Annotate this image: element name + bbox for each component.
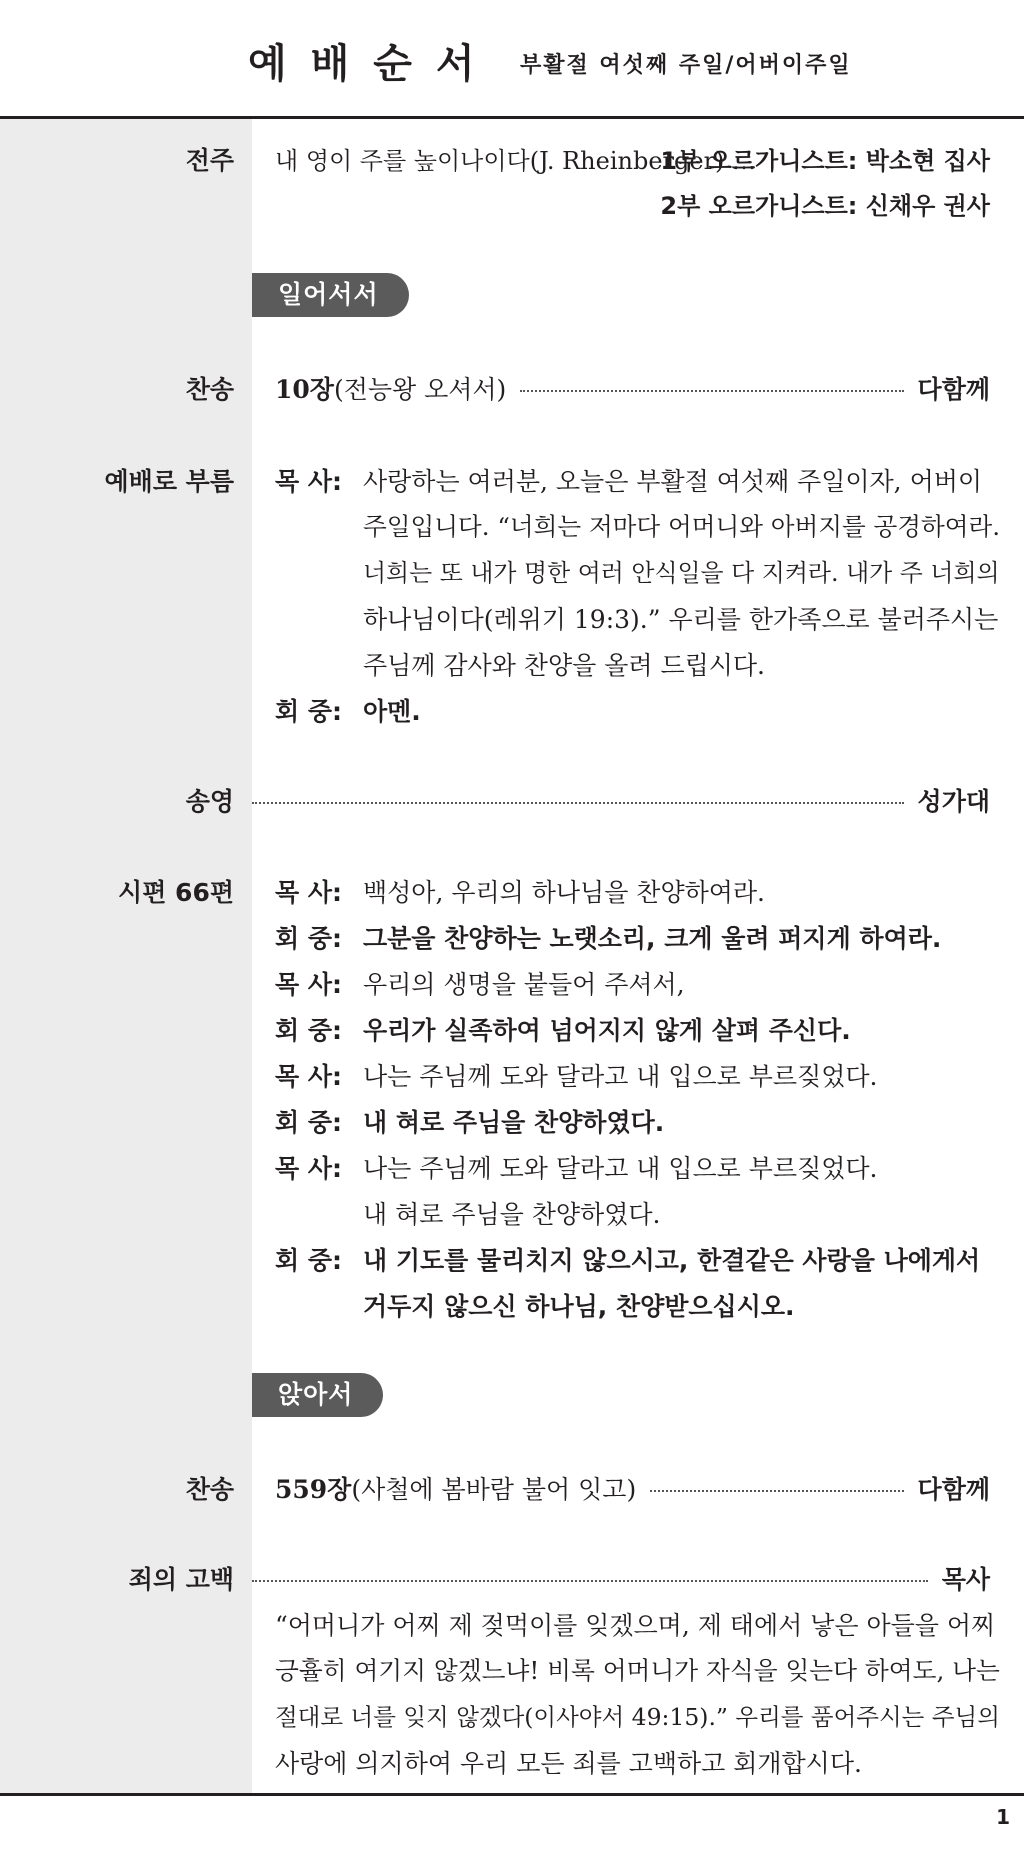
- speaker-congregation: 회 중:: [275, 1246, 343, 1275]
- psalm-line: [275, 873, 765, 909]
- hymn1-title: (전능왕 오셔서): [333, 375, 507, 404]
- psalm-text: 거두지 않으신 하나님, 찬양받으십시오.: [363, 1292, 795, 1321]
- call-text: 주일입니다. “너희는 저마다 어머니와 아버지를 공경하여라.: [363, 512, 1001, 541]
- psalm-text: 나는 주님께 도와 달라고 내 입으로 부르짖었다.: [363, 1062, 878, 1091]
- psalm-text: 내 기도를 물리치지 않으시고, 한결같은 사랑을 나에게서: [363, 1246, 981, 1275]
- hymn2-label: 찬송: [185, 1475, 234, 1504]
- page-title: 예배순서: [248, 41, 499, 87]
- prelude-piece: 내 영이 주를 높이나이다(J. Rheinberger) …: [275, 147, 757, 175]
- psalm-text: 나는 주님께 도와 달라고 내 입으로 부르짖었다.: [363, 1154, 878, 1183]
- speaker-pastor: 목 사:: [275, 970, 343, 999]
- call-congregation-line: [275, 692, 421, 728]
- confession-text: 절대로 너를 잊지 않겠다(이사야서 49:15).” 우리를 품어주시는 주님의: [275, 1703, 1000, 1731]
- anthem-performer: 성가대: [917, 787, 990, 816]
- hymn1-number: 10장: [275, 375, 334, 404]
- psalm-line: [275, 919, 941, 955]
- psalm-label: 시편 66편: [118, 878, 234, 907]
- psalm-line: [275, 965, 685, 1001]
- hymn2-number: 559장: [275, 1475, 352, 1504]
- psalm-line: [275, 1241, 980, 1277]
- psalm-text: 내 혀로 주님을 찬양하였다.: [363, 1200, 661, 1229]
- confession-text: 사랑에 의지하여 우리 모든 죄를 고백하고 회개합시다.: [275, 1749, 862, 1778]
- confession-text: 긍휼히 여기지 않겠느냐! 비록 어머니가 자식을 잊는다 하여도, 나는: [275, 1656, 1000, 1685]
- header: [0, 0, 1024, 117]
- dot-leader: [252, 802, 904, 804]
- hymn2-performer: 다함께: [917, 1475, 990, 1504]
- call-pastor-line: [275, 462, 982, 498]
- confession-text: “어머니가 어찌 제 젖먹이를 잊겠으며, 제 태에서 낳은 아들을 어찌: [275, 1611, 996, 1640]
- speaker-congregation: 회 중:: [275, 1016, 343, 1045]
- psalm-line: [275, 1057, 877, 1093]
- confession-leader: 목사: [941, 1565, 990, 1594]
- anthem-row: [252, 782, 990, 818]
- call-text: 주님께 감사와 찬양을 올려 드립시다.: [363, 651, 765, 680]
- speaker-pastor: 목 사:: [275, 467, 343, 496]
- call-label: 예배로 부름: [104, 467, 234, 496]
- hymn2-title: (사철에 봄바람 불어 잇고): [351, 1475, 637, 1504]
- hymn2-row: [275, 1470, 990, 1506]
- prelude-label: 전주: [185, 146, 234, 175]
- bottom-rule: [0, 1793, 1024, 1796]
- prelude-organist-2: 2부 오르가니스트: 신채우 권사: [660, 192, 990, 220]
- dot-leader: [252, 1580, 928, 1582]
- psalm-text: 그분을 찬양하는 노랫소리, 크게 울려 퍼지게 하여라.: [363, 924, 942, 953]
- psalm-text: 내 혀로 주님을 찬양하였다.: [363, 1108, 665, 1137]
- dot-leader: [520, 390, 903, 392]
- call-text: 하나님이다(레위기 19:3).” 우리를 한가족으로 불러주시는: [363, 605, 999, 634]
- call-text: 너희는 또 내가 명한 여러 안식일을 다 지켜라. 내가 주 너희의: [363, 559, 1000, 587]
- confession-row: [252, 1560, 990, 1596]
- psalm-line: [275, 1011, 851, 1047]
- speaker-congregation: 회 중:: [275, 924, 343, 953]
- prelude-organist-1: 1부 오르가니스트: 박소현 집사: [660, 147, 990, 175]
- speaker-pastor: 목 사:: [275, 1062, 343, 1091]
- confession-label: 죄의 고백: [128, 1565, 234, 1594]
- hymn1-label: 찬송: [185, 375, 234, 404]
- page-number: 1: [996, 1805, 1010, 1829]
- anthem-label: 송영: [185, 787, 234, 816]
- stand-badge: 일어서서: [252, 273, 409, 317]
- psalm-text: 백성아, 우리의 하나님을 찬양하여라.: [363, 878, 765, 907]
- psalm-text: 우리가 실족하여 넘어지지 않게 살펴 주신다.: [363, 1016, 851, 1045]
- page-subtitle: 부활절 여섯째 주일/어버이주일: [520, 53, 852, 78]
- dot-leader: [650, 1490, 903, 1492]
- call-response: 아멘.: [363, 697, 421, 726]
- psalm-line: [275, 1149, 877, 1185]
- speaker-congregation: 회 중:: [275, 697, 343, 726]
- psalm-line: [275, 1103, 664, 1139]
- psalm-text: 우리의 생명을 붙들어 주셔서,: [363, 970, 685, 999]
- speaker-pastor: 목 사:: [275, 1154, 343, 1183]
- speaker-congregation: 회 중:: [275, 1108, 343, 1137]
- sit-badge: 앉아서: [252, 1373, 383, 1417]
- call-text: 사랑하는 여러분, 오늘은 부활절 여섯째 주일이자, 어버이: [363, 467, 983, 496]
- speaker-pastor: 목 사:: [275, 878, 343, 907]
- hymn1-performer: 다함께: [917, 375, 990, 404]
- hymn1-row: [275, 370, 990, 406]
